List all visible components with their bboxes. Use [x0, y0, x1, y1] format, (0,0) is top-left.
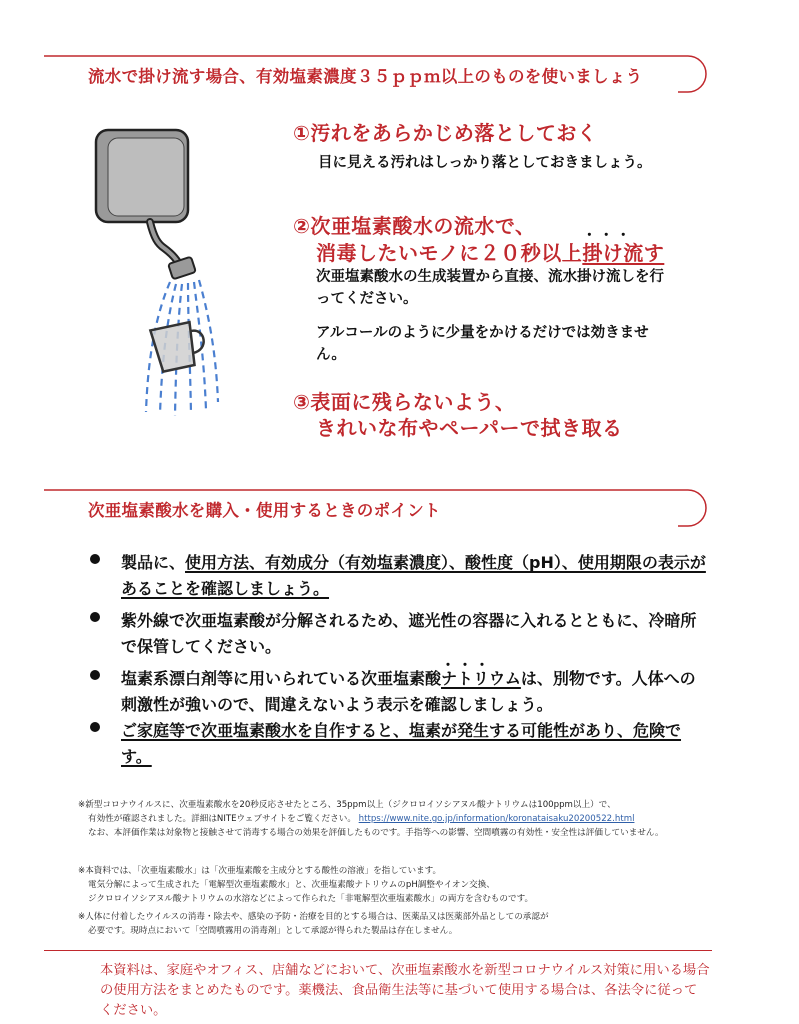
step2-body2: アルコールのように少量をかけるだけでは効きません。 [316, 325, 649, 363]
note-line: ジクロロイソシアヌル酸ナトリウムの水溶などによって作られた「非電解型次亜塩素酸水」の両方を含むものです。 [88, 894, 534, 904]
section-header-flowing-water [44, 54, 712, 94]
list-item [90, 718, 710, 774]
bullet-text-lead: 塩素系漂白剤等に用いられている次亜塩素酸 [121, 669, 442, 688]
bullet-icon [90, 554, 100, 564]
step1-body: 目に見える汚れはしっかり落としておきましょう。 [318, 155, 652, 171]
note-approval [78, 910, 728, 938]
bullet-icon [90, 670, 100, 680]
section-title: 流水で掛け流す場合、有効塩素濃度３５ｐｐｍ以上のものを使いましょう [88, 67, 643, 86]
note-line: 電気分解によって生成された「電解型次亜塩素酸水」と、次亜塩素酸ナトリウムのpH調整やイオン交換、 [88, 880, 495, 890]
step2-title-line1: ②次亜塩素酸水の流水で、 [293, 214, 536, 238]
bullet-text: ご家庭等で次亜塩素酸水を自作すると、塩素が発生する可能性があり、危険です。 [121, 721, 682, 766]
note-line: 必要です。現時点において「空間噴霧用の消毒剤」として承認が得られた製品は存在しません。 [88, 926, 458, 936]
step2-body1: 次亜塩素酸水の生成装置から直接、流水掛け流しを行ってください。 [316, 269, 664, 307]
note-evaluation [78, 798, 728, 840]
bullet-icon [90, 722, 100, 732]
footer-notice: 本資料は、家庭やオフィス、店舗などにおいて、次亜塩素酸水を新型コロナウイルス対策に用いる場合の使用方法をまとめたものです。薬機法、食品衛生法等に基づいて使用する場合は、各法令に従ってください。 [100, 963, 710, 1018]
bullet-text-emphasis: ・・・ ナトリウム [441, 669, 521, 688]
step1-title: ①汚れをあらかじめ落としておく [293, 121, 598, 145]
bullet-text [121, 550, 711, 602]
bullet-text: 紫外線で次亜塩素酸が分解されるため、遮光性の容器に入れるとともに、冷暗所で保管してください。 [121, 611, 697, 656]
step3-title-line1: ③表面に残らないよう、 [293, 390, 516, 414]
step2-emphasis: ・・・ 掛け流す [582, 241, 664, 265]
note-line: なお、本評価作業は対象物と接触させて消毒する場合の効果を評価したものです。手指等への影響、空間噴霧の有効性・安全性は評価していません。 [88, 828, 664, 838]
divider [44, 950, 712, 951]
note-text: 有効性が確認されました。詳細はNITEウェブサイトをご覧ください。 [88, 814, 356, 824]
bullet-icon [90, 612, 100, 622]
nite-link[interactable]: https://www.nite.go.jp/information/koronataisaku20200522.html [358, 814, 635, 824]
note-line: ※本資料では、「次亜塩素酸水」は「次亜塩素酸を主成分とする酸性の溶液」を指しています。 [78, 866, 442, 876]
section-title: 次亜塩素酸水を購入・使用するときのポイント [88, 501, 441, 520]
step2-title-line2 [316, 237, 664, 266]
list-item [90, 666, 710, 722]
bullet-text-lead: 製品に、 [121, 553, 186, 572]
note-line [78, 812, 728, 826]
step2-title-line2-main: 消毒したいモノに２０秒以上 [316, 241, 583, 265]
section-header-purchase-points [44, 488, 712, 528]
list-item [90, 608, 710, 664]
bullet-text-emphasis: 使用方法、有効成分（有効塩素濃度）、酸性度（pH）、使用期限の表示があることを確認しましょう。 [121, 553, 706, 598]
bullet-text-rest: は、別物です。人体への刺激性が強いので、間違えないよう表示を確認しましょう。 [121, 669, 696, 714]
note-line: ※人体に付着したウイルスの消毒・除去や、感染の予防・治療を目的とする場合は、医薬品又は医薬部外品としての承認が [78, 912, 549, 922]
step3-title-line2: きれいな布やペーパーで拭き取る [316, 416, 623, 440]
bullet-text [121, 666, 711, 718]
note-definition [78, 864, 728, 906]
note-line: ※新型コロナウイルスに、次亜塩素酸水を20秒反応させたところ、35ppm以上（ジクロロイソシアヌル酸ナトリウムは100ppm以上）で、 [78, 800, 616, 810]
faucet-spray-illustration [88, 120, 258, 420]
list-item [90, 550, 710, 606]
